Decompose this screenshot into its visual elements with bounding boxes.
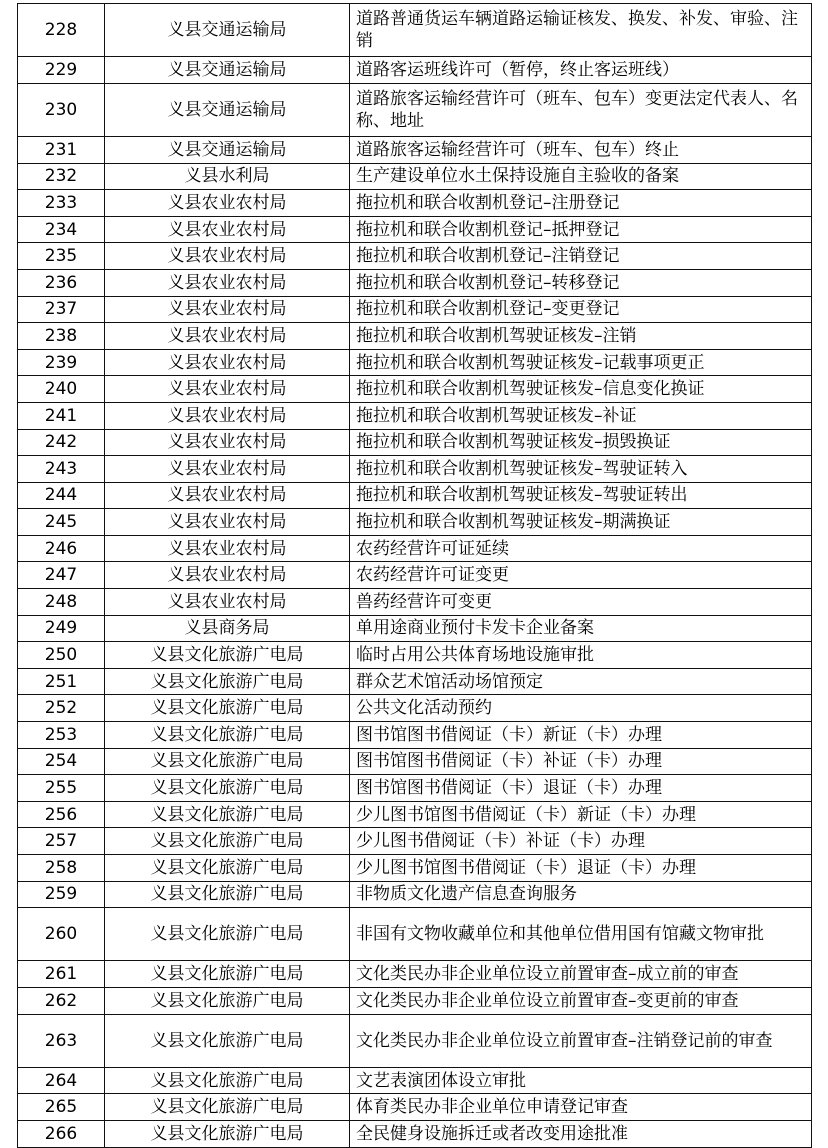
table-row [18, 482, 812, 509]
table-row [18, 908, 812, 961]
row-number: 256 [18, 801, 105, 828]
department-cell: 义县农业农村局 [105, 482, 350, 509]
row-number: 250 [18, 642, 105, 669]
item-cell: 图书馆图书借阅证（卡）新证（卡）办理 [350, 722, 812, 749]
department-cell: 义县农业农村局 [105, 323, 350, 350]
department-cell: 义县农业农村局 [105, 296, 350, 323]
item-cell: 少儿图书馆图书借阅证（卡）退证（卡）办理 [350, 855, 812, 882]
row-number: 243 [18, 456, 105, 483]
item-cell: 拖拉机和联合收割机登记–转移登记 [350, 269, 812, 296]
row-number: 230 [18, 83, 105, 136]
item-cell: 图书馆图书借阅证（卡）退证（卡）办理 [350, 775, 812, 802]
row-number: 236 [18, 269, 105, 296]
table-row [18, 429, 812, 456]
department-cell: 义县文化旅游广电局 [105, 775, 350, 802]
item-cell: 临时占用公共体育场地设施审批 [350, 642, 812, 669]
department-cell: 义县文化旅游广电局 [105, 748, 350, 775]
department-cell: 义县文化旅游广电局 [105, 801, 350, 828]
row-number: 238 [18, 323, 105, 350]
item-cell: 拖拉机和联合收割机驾驶证核发–记载事项更正 [350, 349, 812, 376]
item-cell: 拖拉机和联合收割机驾驶证核发–补证 [350, 402, 812, 429]
row-number: 241 [18, 402, 105, 429]
item-cell: 文艺表演团体设立审批 [350, 1067, 812, 1094]
row-number: 251 [18, 668, 105, 695]
item-cell: 拖拉机和联合收割机驾驶证核发–注销 [350, 323, 812, 350]
table-row [18, 1094, 812, 1121]
row-number: 252 [18, 695, 105, 722]
department-cell: 义县农业农村局 [105, 562, 350, 589]
table-row [18, 695, 812, 722]
department-cell: 义县文化旅游广电局 [105, 987, 350, 1014]
table-row [18, 828, 812, 855]
row-number: 265 [18, 1094, 105, 1121]
row-number: 232 [18, 163, 105, 190]
table-row [18, 509, 812, 536]
item-cell: 拖拉机和联合收割机驾驶证核发–驾驶证转出 [350, 482, 812, 509]
item-cell: 道路旅客运输经营许可（班车、包车）变更法定代表人、名称、地址 [350, 83, 812, 136]
row-number: 244 [18, 482, 105, 509]
row-number: 253 [18, 722, 105, 749]
department-cell: 义县交通运输局 [105, 4, 350, 57]
table-row [18, 83, 812, 136]
department-cell: 义县农业农村局 [105, 349, 350, 376]
table-row [18, 136, 812, 163]
department-cell: 义县文化旅游广电局 [105, 881, 350, 908]
department-cell: 义县农业农村局 [105, 429, 350, 456]
row-number: 237 [18, 296, 105, 323]
department-cell: 义县交通运输局 [105, 83, 350, 136]
row-number: 231 [18, 136, 105, 163]
table-row [18, 987, 812, 1014]
table-row [18, 57, 812, 84]
department-cell: 义县农业农村局 [105, 456, 350, 483]
table-row [18, 881, 812, 908]
item-cell: 兽药经营许可变更 [350, 589, 812, 616]
table-row [18, 1014, 812, 1067]
row-number: 259 [18, 881, 105, 908]
row-number: 258 [18, 855, 105, 882]
table-body [18, 4, 812, 1148]
row-number: 262 [18, 987, 105, 1014]
item-cell: 拖拉机和联合收割机驾驶证核发–驾驶证转入 [350, 456, 812, 483]
item-cell: 道路旅客运输经营许可（班车、包车）终止 [350, 136, 812, 163]
row-number: 263 [18, 1014, 105, 1067]
item-cell: 拖拉机和联合收割机登记–变更登记 [350, 296, 812, 323]
table-row [18, 296, 812, 323]
row-number: 229 [18, 57, 105, 84]
department-cell: 义县交通运输局 [105, 136, 350, 163]
row-number: 260 [18, 908, 105, 961]
table-row [18, 748, 812, 775]
table-row [18, 349, 812, 376]
row-number: 255 [18, 775, 105, 802]
row-number: 257 [18, 828, 105, 855]
table-row [18, 216, 812, 243]
table-row [18, 1120, 812, 1147]
item-cell: 非国有文物收藏单位和其他单位借用国有馆藏文物审批 [350, 908, 812, 961]
table-row [18, 163, 812, 190]
table-row [18, 642, 812, 669]
department-cell: 义县农业农村局 [105, 535, 350, 562]
table-row [18, 4, 812, 57]
item-cell: 农药经营许可证延续 [350, 535, 812, 562]
department-cell: 义县文化旅游广电局 [105, 828, 350, 855]
item-cell: 图书馆图书借阅证（卡）补证（卡）办理 [350, 748, 812, 775]
table-row [18, 801, 812, 828]
item-cell: 拖拉机和联合收割机驾驶证核发–损毁换证 [350, 429, 812, 456]
table-row [18, 961, 812, 988]
row-number: 235 [18, 243, 105, 270]
item-cell: 体育类民办非企业单位申请登记审查 [350, 1094, 812, 1121]
department-cell: 义县水利局 [105, 163, 350, 190]
row-number: 228 [18, 4, 105, 57]
row-number: 249 [18, 615, 105, 642]
department-cell: 义县农业农村局 [105, 376, 350, 403]
table-row [18, 376, 812, 403]
department-cell: 义县商务局 [105, 615, 350, 642]
department-cell: 义县文化旅游广电局 [105, 855, 350, 882]
row-number: 245 [18, 509, 105, 536]
item-cell: 道路普通货运车辆道路运输证核发、换发、补发、审验、注销 [350, 4, 812, 57]
department-cell: 义县文化旅游广电局 [105, 1014, 350, 1067]
table-row [18, 456, 812, 483]
item-cell: 文化类民办非企业单位设立前置审查–变更前的审查 [350, 987, 812, 1014]
table-row [18, 722, 812, 749]
department-cell: 义县文化旅游广电局 [105, 722, 350, 749]
row-number: 266 [18, 1120, 105, 1147]
department-cell: 义县农业农村局 [105, 402, 350, 429]
department-cell: 义县文化旅游广电局 [105, 642, 350, 669]
item-cell: 单用途商业预付卡发卡企业备案 [350, 615, 812, 642]
item-cell: 文化类民办非企业单位设立前置审查–注销登记前的审查 [350, 1014, 812, 1067]
item-cell: 公共文化活动预约 [350, 695, 812, 722]
table-row [18, 615, 812, 642]
department-cell: 义县文化旅游广电局 [105, 908, 350, 961]
table-row [18, 323, 812, 350]
department-cell: 义县农业农村局 [105, 269, 350, 296]
department-cell: 义县文化旅游广电局 [105, 668, 350, 695]
department-cell: 义县交通运输局 [105, 57, 350, 84]
row-number: 261 [18, 961, 105, 988]
item-cell: 农药经营许可证变更 [350, 562, 812, 589]
department-cell: 义县农业农村局 [105, 589, 350, 616]
table-row [18, 775, 812, 802]
department-cell: 义县农业农村局 [105, 216, 350, 243]
table-row [18, 855, 812, 882]
item-cell: 拖拉机和联合收割机登记–注册登记 [350, 190, 812, 217]
row-number: 254 [18, 748, 105, 775]
item-cell: 文化类民办非企业单位设立前置审查–成立前的审查 [350, 961, 812, 988]
row-number: 242 [18, 429, 105, 456]
item-cell: 少儿图书借阅证（卡）补证（卡）办理 [350, 828, 812, 855]
item-cell: 拖拉机和联合收割机驾驶证核发–期满换证 [350, 509, 812, 536]
row-number: 247 [18, 562, 105, 589]
department-cell: 义县农业农村局 [105, 509, 350, 536]
row-number: 234 [18, 216, 105, 243]
item-cell: 少儿图书馆图书借阅证（卡）新证（卡）办理 [350, 801, 812, 828]
row-number: 246 [18, 535, 105, 562]
item-cell: 道路客运班线许可（暂停，终止客运班线） [350, 57, 812, 84]
department-cell: 义县文化旅游广电局 [105, 1094, 350, 1121]
item-cell: 拖拉机和联合收割机登记–注销登记 [350, 243, 812, 270]
table-row [18, 562, 812, 589]
row-number: 240 [18, 376, 105, 403]
service-items-table [17, 3, 812, 1148]
table-row [18, 402, 812, 429]
item-cell: 拖拉机和联合收割机驾驶证核发–信息变化换证 [350, 376, 812, 403]
table-row [18, 269, 812, 296]
department-cell: 义县文化旅游广电局 [105, 695, 350, 722]
table-row [18, 668, 812, 695]
row-number: 264 [18, 1067, 105, 1094]
table-row [18, 243, 812, 270]
row-number: 233 [18, 190, 105, 217]
table-row [18, 535, 812, 562]
table-row [18, 190, 812, 217]
table-row [18, 1067, 812, 1094]
row-number: 248 [18, 589, 105, 616]
item-cell: 生产建设单位水土保持设施自主验收的备案 [350, 163, 812, 190]
department-cell: 义县农业农村局 [105, 190, 350, 217]
item-cell: 全民健身设施拆迁或者改变用途批准 [350, 1120, 812, 1147]
table-row [18, 589, 812, 616]
item-cell: 非物质文化遗产信息查询服务 [350, 881, 812, 908]
department-cell: 义县文化旅游广电局 [105, 961, 350, 988]
item-cell: 群众艺术馆活动场馆预定 [350, 668, 812, 695]
department-cell: 义县文化旅游广电局 [105, 1120, 350, 1147]
department-cell: 义县文化旅游广电局 [105, 1067, 350, 1094]
item-cell: 拖拉机和联合收割机登记–抵押登记 [350, 216, 812, 243]
row-number: 239 [18, 349, 105, 376]
department-cell: 义县农业农村局 [105, 243, 350, 270]
